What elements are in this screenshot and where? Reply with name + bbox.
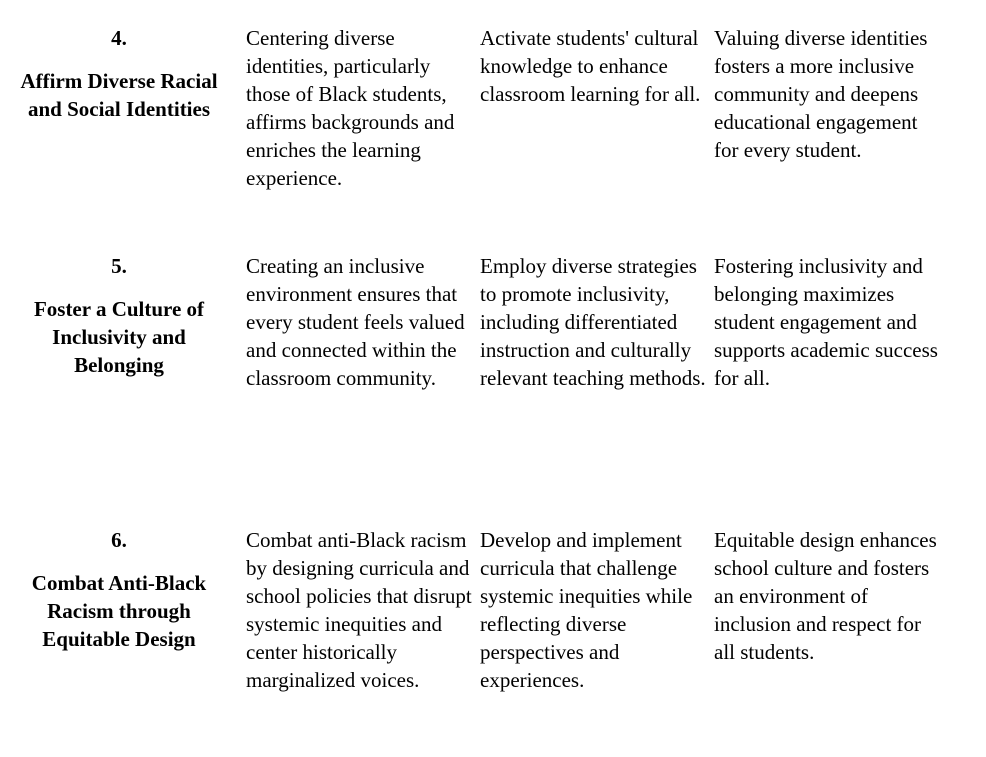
principle-title: Foster a Culture of Inclusivity and Belonging [33, 297, 205, 377]
principle-title: Combat Anti-Black Racism through Equitable Design [31, 571, 207, 651]
principle-cell [14, 526, 224, 653]
impact-cell: Valuing diverse identities fosters a more inclusive community and deepens educational engagement for every student. [714, 26, 928, 162]
principle-number: 6. [111, 528, 127, 552]
impact-cell: Fostering inclusivity and belonging maximizes student engagement and supports academic success for all. [714, 254, 938, 390]
principle-number: 5. [111, 254, 127, 278]
rationale-cell: Combat anti-Black racism by designing curricula and school policies that disrupt systemic inequities and center historically marginalized voices. [246, 528, 472, 692]
principle-number: 4. [111, 26, 127, 50]
strategy-cell: Employ diverse strategies to promote inclusivity, including differentiated instruction and culturally relevant teaching methods. [480, 254, 706, 390]
strategy-cell: Develop and implement curricula that challenge systemic inequities while reflecting diverse perspectives and experiences. [480, 528, 693, 692]
principle-title: Affirm Diverse Racial and Social Identities [20, 69, 218, 121]
rationale-cell: Centering diverse identities, particularly those of Black students, affirms backgrounds and enriches the learning experience. [246, 26, 455, 190]
principle-cell [14, 24, 224, 123]
strategy-cell: Activate students' cultural knowledge to enhance classroom learning for all. [480, 26, 701, 106]
principle-cell [14, 252, 224, 379]
impact-cell: Equitable design enhances school culture and fosters an environment of inclusion and respect for all students. [714, 528, 937, 664]
rationale-cell: Creating an inclusive environment ensures that every student feels valued and connected within the classroom community. [246, 254, 465, 390]
